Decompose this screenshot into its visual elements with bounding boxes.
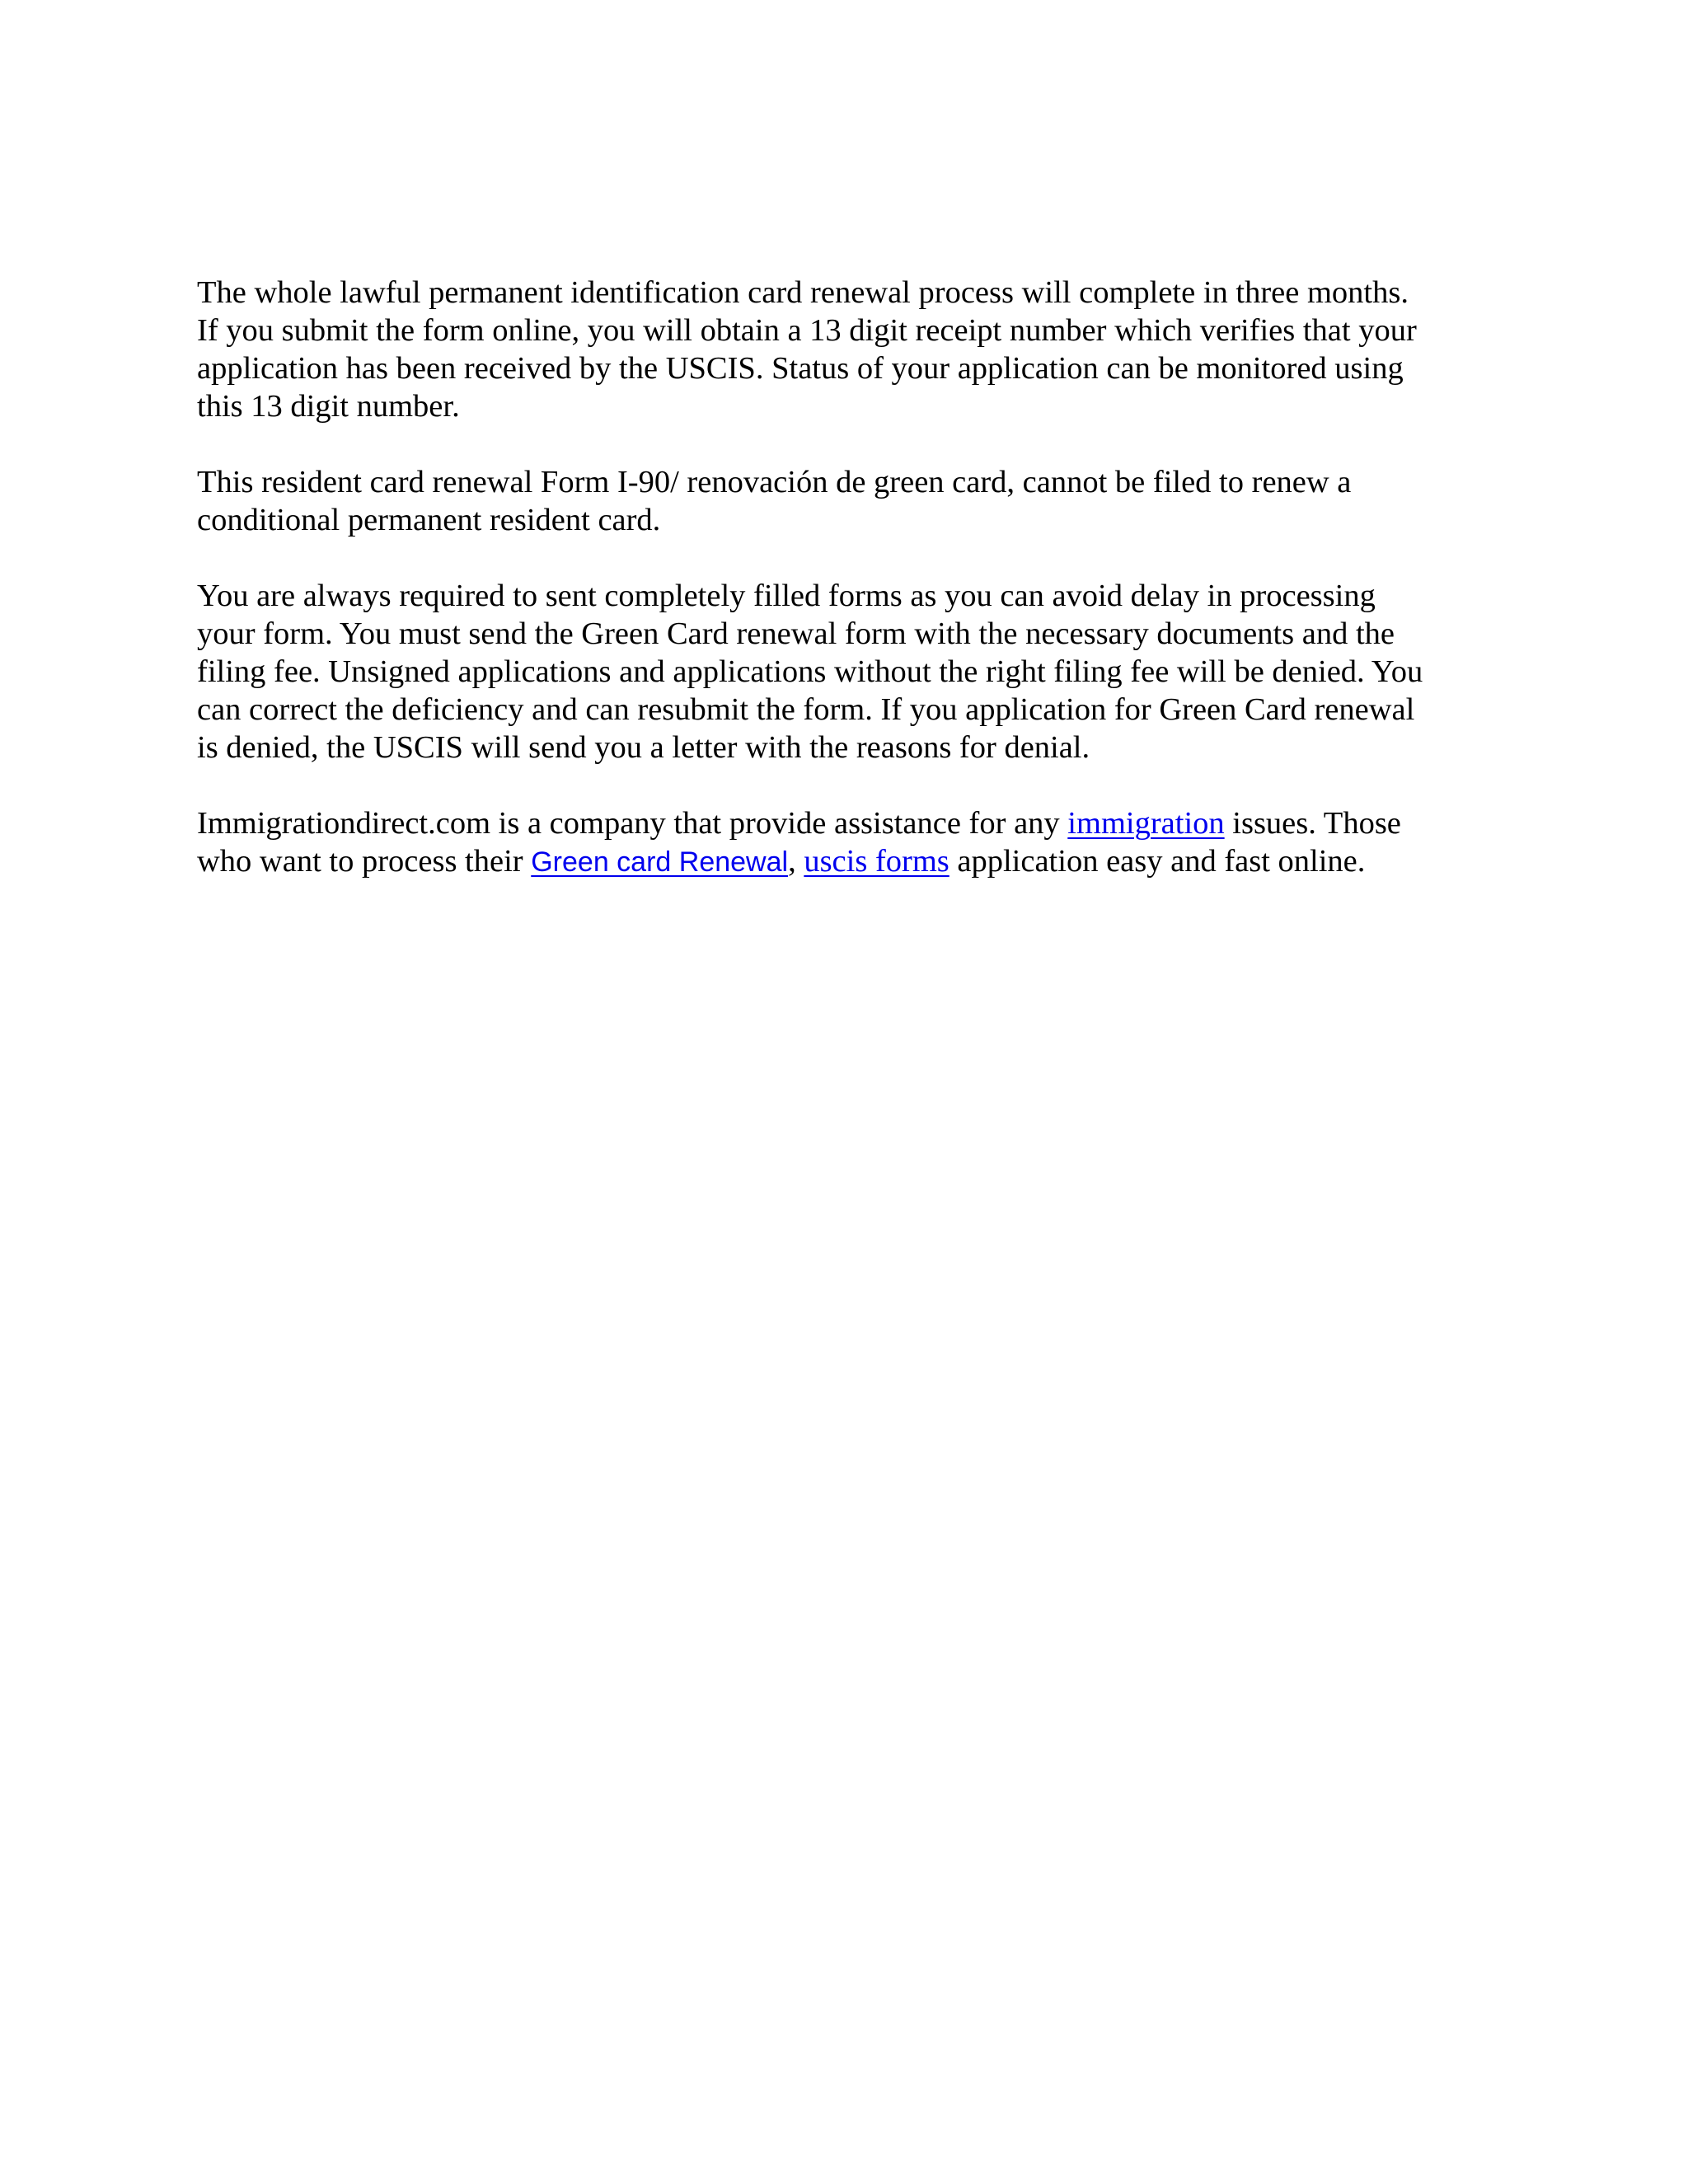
- text-line: this 13 digit number.: [197, 389, 460, 424]
- paragraph-renewal-process: [197, 274, 1491, 425]
- text-line: your form. You must send the Green Card renewal form with the necessary documents and the: [197, 616, 1395, 651]
- paragraph-form-i90: [197, 463, 1491, 539]
- text-line: You are always required to sent completely filled forms as you can avoid delay in processing: [197, 579, 1376, 613]
- text-line: If you submit the form online, you will obtain a 13 digit receipt number which verifies that your: [197, 313, 1417, 348]
- text-segment: Immigrationdirect.com is a company that provide assistance for any: [197, 806, 1068, 841]
- uscis-forms-link[interactable]: uscis forms: [804, 844, 950, 879]
- text-line: [197, 804, 1491, 842]
- text-line: is denied, the USCIS will send you a letter with the reasons for denial.: [197, 730, 1090, 765]
- text-line: conditional permanent resident card.: [197, 503, 661, 537]
- immigration-link[interactable]: immigration: [1067, 806, 1225, 841]
- text-line: The whole lawful permanent identification card renewal process will complete in three months.: [197, 275, 1409, 310]
- text-segment: who want to process their: [197, 844, 532, 879]
- green-card-renewal-link[interactable]: Green card Renewal: [531, 846, 789, 878]
- link-separator: ,: [788, 844, 804, 879]
- text-line: This resident card renewal Form I-90/ renovación de green card, cannot be filed to renew a: [197, 465, 1352, 499]
- text-line: filing fee. Unsigned applications and applications without the right filing fee will be denied. You: [197, 654, 1423, 689]
- paragraph-immigrationdirect: [197, 804, 1491, 881]
- document-body: [197, 274, 1491, 919]
- text-segment: issues. Those: [1224, 806, 1401, 841]
- paragraph-requirements: [197, 577, 1491, 766]
- text-line: [197, 842, 1491, 881]
- text-segment: application easy and fast online.: [949, 844, 1366, 879]
- text-line: application has been received by the USCIS. Status of your application can be monitored using: [197, 351, 1404, 386]
- text-line: can correct the deficiency and can resubmit the form. If you application for Green Card renewal: [197, 692, 1415, 727]
